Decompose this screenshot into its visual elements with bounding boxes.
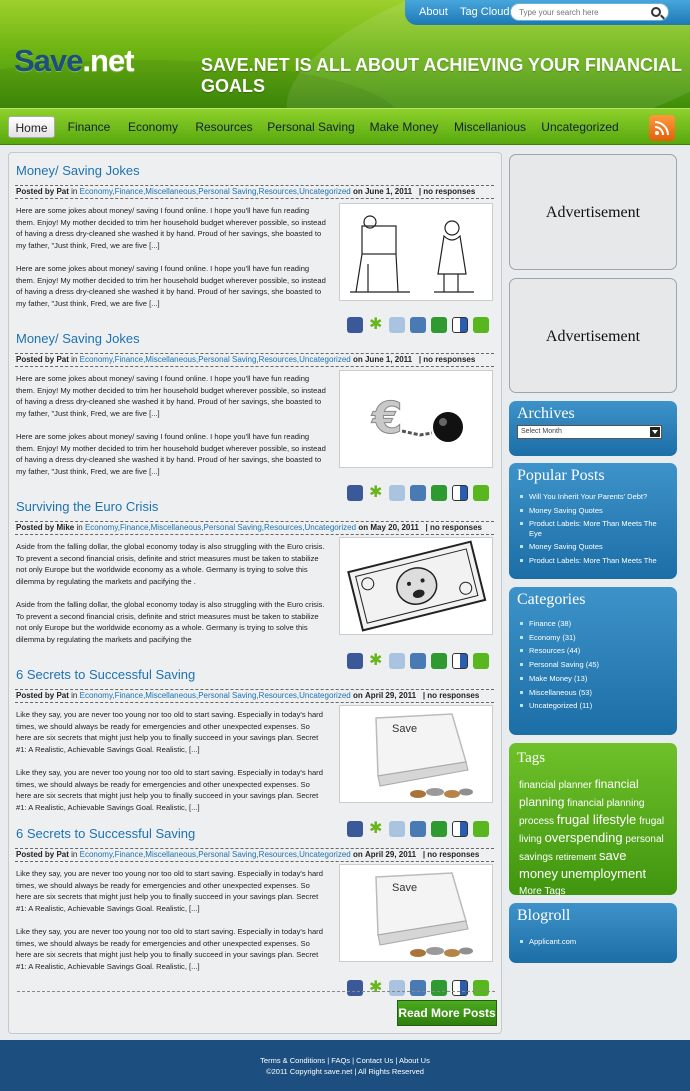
blogroll-widget — [509, 903, 677, 963]
post-meta: Posted by Pat in Economy,Finance,Miscellaneous,Personal Saving,Resources,Uncategorized on June 1, 2011 | no responses — [15, 185, 494, 199]
save-key-image[interactable] — [339, 864, 493, 962]
facebook-icon[interactable] — [347, 980, 363, 996]
chat-icon[interactable] — [473, 980, 489, 996]
tag-link[interactable]: financial planning process — [519, 798, 645, 827]
post-excerpt: Aside from the falling dollar, the global economy today is also struggling with the Euro crisis. To prevent a second financial crisis, definite and strict measures must be taken to stabilize not only Europe but the worldwide economy as a whole. Germany is trying to solve this dilemma by regulating the markets and pacifying the . — [16, 542, 325, 586]
post-meta: Posted by Pat in Economy,Finance,Miscellaneous,Personal Saving,Resources,Uncategorized on June 1, 2011 | no responses — [15, 353, 494, 367]
post-excerpt: Here are some jokes about money/ saving I found online. I hope you'll have fun reading them. Enjoy! My mother decided to trim her household budget wherever possible, so instead of having a dress dry-cleaned she washed it by hand. Proud of her savings, she boasted to my father, "Just think, Fred, we are five [...] — [16, 206, 326, 250]
chevron-down-icon[interactable] — [650, 427, 660, 437]
post-title[interactable]: Surviving the Euro Crisis — [16, 499, 159, 514]
delicious-icon[interactable] — [410, 485, 426, 501]
facebook-icon[interactable] — [347, 821, 363, 837]
footer-copyright: ©2011 Copyright save.net | All Rights Reserved — [266, 1067, 424, 1076]
post-meta: Posted by Pat in Economy,Finance,Miscellaneous,Personal Saving,Resources,Uncategorized on April 29, 2011 | no responses — [15, 689, 494, 703]
tag-link[interactable]: overspending — [544, 830, 623, 845]
post-date: May 20, 2011 — [370, 523, 419, 532]
post-excerpt: Like they say, you are never too young nor too old to start saving. Especially in today's hard times, we should always be ready for emergencies and other unexpected expenses. So here are six secrets that might just help you to finally succeed in your savings plan. Secret #1: A Realistic, Achievable Savings Goal. Realistic, [...] — [16, 768, 323, 812]
facebook-icon[interactable] — [347, 653, 363, 669]
delicious-icon[interactable] — [410, 980, 426, 996]
post-categories[interactable]: Economy,Finance,Miscellaneous,Personal Saving,Resources,Uncategorized — [79, 850, 351, 859]
post-date: April 29, 2011 — [364, 691, 417, 700]
footer-links[interactable]: Terms & Conditions | FAQs | Contact Us | About Us — [260, 1056, 430, 1065]
list-item[interactable]: Finance (38) — [520, 617, 670, 631]
post-categories[interactable]: Economy,Finance,Miscellaneous,Personal Saving,Resources,Uncategorized — [79, 187, 351, 196]
logo-text-save: Save — [14, 43, 83, 78]
about-link[interactable]: About — [419, 6, 448, 18]
list-item[interactable]: Product Labels: More Than Meets The Eye — [520, 517, 670, 540]
categories-widget — [509, 587, 677, 735]
list-item[interactable]: Will You Inherit Your Parents' Debt? — [520, 490, 670, 504]
post-excerpt: Here are some jokes about money/ saving I found online. I hope you'll have fun reading them. Enjoy! My mother decided to trim her household budget wherever possible, so instead of having a dress dry-cleaned she washed it by hand. Proud of her savings, she boasted to my father, "Just think, Fred, we are five [...] — [16, 264, 326, 308]
nav-miscellanious[interactable]: Miscellanious — [453, 120, 527, 134]
nav-finance[interactable]: Finance — [67, 120, 111, 134]
gear-icon[interactable] — [368, 317, 384, 333]
post-author[interactable]: Pat — [56, 355, 69, 364]
tag-link[interactable]: financial planning — [519, 777, 639, 809]
archives-widget — [509, 401, 677, 456]
post-responses[interactable]: | no responses — [418, 355, 476, 364]
post-title[interactable]: 6 Secrets to Successful Saving — [16, 667, 196, 682]
post-author[interactable]: Pat — [56, 850, 69, 859]
search-input[interactable] — [519, 6, 647, 19]
blogroll-list — [520, 935, 670, 949]
chat-icon[interactable] — [473, 317, 489, 333]
nav-uncategorized[interactable]: Uncategorized — [541, 120, 619, 134]
tag-link[interactable]: More Tags — [519, 886, 566, 897]
list-item[interactable]: Money Saving Quotes — [520, 504, 670, 518]
list-item[interactable]: Personal Saving (45) — [520, 658, 670, 672]
categories-list — [520, 617, 670, 713]
key-label: Save — [392, 882, 418, 894]
delicious-square-icon[interactable] — [452, 317, 468, 333]
list-item[interactable]: Applicant.com — [520, 935, 670, 949]
widget-title: Tags — [517, 750, 546, 766]
tag-link[interactable]: frugal living — [519, 816, 665, 845]
delicious-square-icon[interactable] — [452, 821, 468, 837]
tag-link[interactable]: save money — [519, 848, 627, 881]
list-item[interactable]: Money Saving Quotes — [520, 540, 670, 554]
post-categories[interactable]: Economy,Finance,Miscellaneous,Personal Saving,Resources,Uncategorized — [79, 691, 351, 700]
tag-cloud — [519, 776, 669, 900]
popular-posts-list — [520, 490, 670, 568]
search-box[interactable] — [510, 3, 669, 21]
post-excerpt: Aside from the falling dollar, the global economy today is also struggling with the Euro crisis. To prevent a second financial crisis, definite and strict measures must be taken to stabilize not only Europe but the worldwide economy as a whole. Germany is trying to solve this dilemma by regulating the markets and pacifying the — [16, 600, 325, 644]
post-meta: Posted by Mike in Economy,Finance,Miscellaneous,Personal Saving,Resources,Uncategorized on May 20, 2011 | no responses — [15, 521, 494, 535]
site-footer — [0, 1040, 690, 1091]
tag-link[interactable]: personal savings — [519, 834, 664, 863]
main-nav — [0, 108, 690, 145]
euro-ball-chain-image[interactable] — [339, 370, 493, 468]
delicious-icon[interactable] — [410, 653, 426, 669]
advertisement-box[interactable]: Advertisement — [509, 278, 677, 393]
delicious-icon[interactable] — [410, 821, 426, 837]
list-item[interactable]: Miscellaneous (53) — [520, 686, 670, 700]
post-responses[interactable]: | no responses — [425, 523, 482, 532]
delicious-square-icon[interactable] — [452, 653, 468, 669]
nav-make-money[interactable]: Make Money — [369, 120, 439, 134]
nav-home[interactable]: Home — [8, 116, 55, 138]
post-excerpt: Like they say, you are never too young nor too old to start saving. Especially in today's hard times, we should always be ready for emergencies and other unexpected expenses. So here are six secrets that might just help you to finally succeed in your savings plan. Secret #1: A Realistic, Achievable Savings Goal. Realistic, [...] — [16, 869, 323, 913]
gear-icon[interactable] — [368, 821, 384, 837]
stumbleupon-icon[interactable] — [431, 821, 447, 837]
svg-text:€: € — [372, 393, 403, 444]
widget-title: Categories — [517, 591, 586, 608]
post-meta: Posted by Pat in Economy,Finance,Miscellaneous,Personal Saving,Resources,Uncategorized on April 29, 2011 | no responses — [15, 848, 494, 862]
read-more-button[interactable]: Read More Posts — [397, 1000, 497, 1026]
post-responses[interactable]: | no responses — [422, 850, 480, 859]
post-title[interactable]: Money/ Saving Jokes — [16, 331, 140, 346]
content-divider — [17, 991, 495, 992]
search-icon[interactable] — [651, 7, 661, 17]
nav-economy[interactable]: Economy — [127, 120, 179, 134]
tag-link[interactable]: frugal lifestyle — [556, 812, 637, 827]
gear-icon[interactable] — [368, 980, 384, 996]
tag-cloud-link[interactable]: Tag Cloud — [460, 6, 510, 18]
facebook-icon[interactable] — [347, 317, 363, 333]
list-item[interactable]: Product Labels: More Than Meets The — [520, 554, 670, 568]
stumbleupon-icon[interactable] — [431, 485, 447, 501]
post-title[interactable]: Money/ Saving Jokes — [16, 163, 140, 178]
rss-icon[interactable] — [649, 115, 675, 141]
gear-icon[interactable] — [368, 653, 384, 669]
chat-icon[interactable] — [473, 485, 489, 501]
logo-text-dot: . — [82, 43, 91, 78]
dollar-bill-image[interactable] — [339, 537, 493, 635]
advertisement-box[interactable]: Advertisement — [509, 154, 677, 270]
tag-link[interactable]: retirement — [555, 852, 597, 862]
stumbleupon-icon[interactable] — [431, 980, 447, 996]
google-icon[interactable] — [389, 821, 405, 837]
post-title[interactable]: 6 Secrets to Successful Saving — [16, 826, 196, 841]
post-categories[interactable]: Economy,Finance,Miscellaneous,Personal Saving,Resources,Uncategorized — [79, 355, 351, 364]
logo-text-net: net — [90, 43, 134, 78]
delicious-square-icon[interactable] — [452, 485, 468, 501]
site-header — [0, 0, 690, 108]
save-key-image[interactable] — [339, 705, 493, 803]
post-date: June 1, 2011 — [364, 355, 413, 364]
site-logo[interactable] — [14, 43, 134, 79]
gear-icon[interactable] — [368, 485, 384, 501]
post-excerpt: Like they say, you are never too young nor too old to start saving. Especially in today's hard times, we should always be ready for emergencies and other unexpected expenses. So here are six secrets that might just help you to finally succeed in your savings plan. Secret #1: A Realistic, Achievable Savings Goal. Realistic, [...] — [16, 927, 323, 971]
chat-icon[interactable] — [473, 653, 489, 669]
list-item[interactable]: Resources (44) — [520, 644, 670, 658]
google-icon[interactable] — [389, 653, 405, 669]
chat-icon[interactable] — [473, 821, 489, 837]
post-date: April 29, 2011 — [364, 850, 417, 859]
popular-posts-widget — [509, 463, 677, 579]
widget-title: Archives — [517, 405, 575, 422]
site-tagline: SAVE.NET IS ALL ABOUT ACHIEVING YOUR FINANCIAL GOALS — [201, 55, 682, 96]
list-item[interactable]: Make Money (13) — [520, 672, 670, 686]
widget-title: Popular Posts — [517, 467, 605, 484]
google-icon[interactable] — [389, 485, 405, 501]
tag-link[interactable]: financial planner — [519, 780, 592, 791]
post-responses[interactable]: | no responses — [418, 187, 476, 196]
post-author[interactable]: Pat — [56, 187, 69, 196]
main-content — [8, 152, 502, 1034]
post-responses[interactable]: | no responses — [422, 691, 480, 700]
stumbleupon-icon[interactable] — [431, 317, 447, 333]
post-author[interactable]: Mike — [56, 523, 75, 532]
tags-widget — [509, 743, 677, 895]
list-item[interactable]: Economy (31) — [520, 631, 670, 645]
archives-select[interactable]: Select Month — [517, 425, 662, 439]
post-excerpt: Like they say, you are never too young nor too old to start saving. Especially in today's hard times, we should always be ready for emergencies and other unexpected expenses. So here are six secrets that might just help you to finally succeed in your savings plan. Secret #1: A Realistic, Achievable Savings Goal. Realistic, [...] — [16, 710, 323, 754]
key-label: Save — [392, 723, 418, 735]
post-date: June 1, 2011 — [364, 187, 413, 196]
post-excerpt: Here are some jokes about money/ saving I found online. I hope you'll have fun reading them. Enjoy! My mother decided to trim her household budget wherever possible, so instead of having a dress dry-cleaned she washed it by hand. Proud of her savings, she boasted to my father, "Just think, Fred, we are five [...] — [16, 374, 326, 418]
facebook-icon[interactable] — [347, 485, 363, 501]
nav-resources[interactable]: Resources — [195, 120, 253, 134]
post-categories[interactable]: Economy,Finance,Miscellaneous,Personal Saving,Resources,Uncategorized — [84, 523, 357, 532]
nav-personal-saving[interactable]: Personal Saving — [267, 120, 355, 134]
widget-title: Blogroll — [517, 907, 571, 924]
stumbleupon-icon[interactable] — [431, 653, 447, 669]
tag-link[interactable]: unemployment — [560, 866, 647, 881]
post-author[interactable]: Pat — [56, 691, 69, 700]
list-item[interactable]: Uncategorized (11) — [520, 699, 670, 713]
post-excerpt: Here are some jokes about money/ saving I found online. I hope you'll have fun reading them. Enjoy! My mother decided to trim her household budget wherever possible, so instead of having a dress dry-cleaned she washed it by hand. Proud of her savings, she boasted to my father, "Just think, Fred, we are five [...] — [16, 432, 326, 476]
delicious-square-icon[interactable] — [452, 980, 468, 996]
google-icon[interactable] — [389, 980, 405, 996]
cartoon-couple-image[interactable] — [339, 203, 493, 301]
delicious-icon[interactable] — [410, 317, 426, 333]
google-icon[interactable] — [389, 317, 405, 333]
